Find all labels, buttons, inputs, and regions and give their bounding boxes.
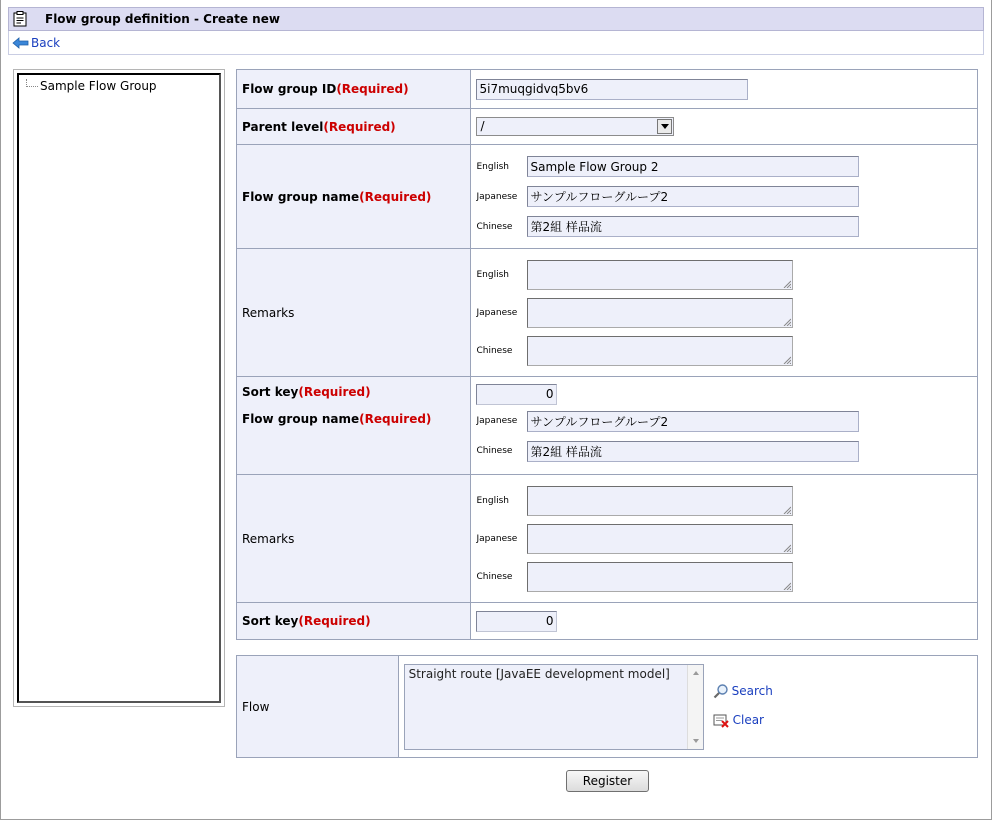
search-label: Search bbox=[731, 683, 773, 698]
back-label: Back bbox=[31, 35, 61, 50]
resize-grip-icon[interactable] bbox=[783, 506, 791, 514]
clear-icon bbox=[713, 712, 730, 728]
flow-group-name-english-input[interactable]: Sample Flow Group 2 bbox=[527, 156, 859, 177]
clipboard-icon bbox=[13, 11, 27, 27]
lang-label-japanese: Japanese bbox=[476, 191, 518, 202]
flow-group-name-japanese-input[interactable]: サンプルフローグループ2 bbox=[527, 186, 859, 207]
lang-label-japanese: Japanese bbox=[476, 416, 518, 426]
tree-panel bbox=[13, 69, 225, 707]
remarks-english-textarea[interactable] bbox=[527, 260, 793, 290]
scroll-up-icon[interactable] bbox=[688, 667, 704, 679]
lang-label-japanese: Japanese bbox=[476, 307, 518, 318]
remarks-chinese-textarea[interactable] bbox=[527, 562, 793, 592]
scroll-down-icon[interactable] bbox=[688, 735, 704, 747]
chevron-down-icon[interactable] bbox=[657, 119, 672, 134]
lang-label-chinese: Chinese bbox=[476, 571, 513, 582]
clear-button[interactable] bbox=[713, 711, 773, 729]
field-cell bbox=[471, 377, 978, 475]
field-label: Sort key(Required) bbox=[237, 603, 471, 640]
field-label: Parent level(Required) bbox=[237, 109, 471, 145]
clear-label: Clear bbox=[732, 712, 764, 727]
sort-key-input[interactable]: 0 bbox=[476, 611, 557, 632]
flow-group-name-chinese-input[interactable]: 第2組 样品流 bbox=[527, 216, 859, 237]
tree-connector bbox=[26, 79, 38, 87]
tree-item-label: Sample Flow Group bbox=[40, 79, 157, 93]
lang-label-english: English bbox=[476, 269, 509, 280]
field-cell bbox=[471, 109, 978, 145]
field-cell bbox=[471, 475, 978, 603]
lang-label-english: English bbox=[476, 161, 509, 172]
lang-label-chinese: Chinese bbox=[476, 446, 513, 456]
resize-grip-icon[interactable] bbox=[783, 582, 791, 590]
parent-level-selected: / bbox=[480, 119, 485, 133]
form-row-flow bbox=[237, 656, 978, 758]
flow-form bbox=[236, 655, 978, 758]
lang-label-chinese: Chinese bbox=[476, 345, 513, 356]
register-button[interactable]: Register bbox=[566, 770, 649, 792]
field-cell bbox=[471, 249, 978, 377]
lang-label-japanese: Japanese bbox=[476, 533, 518, 544]
field-label: Remarks bbox=[237, 249, 471, 377]
field-label: Flow group ID(Required) bbox=[237, 70, 471, 109]
form-row-sort-key-and-name bbox=[237, 377, 978, 475]
flow-group-name-chinese-input[interactable]: 第2組 样品流 bbox=[527, 441, 859, 462]
flow-list[interactable] bbox=[404, 664, 704, 750]
search-button[interactable] bbox=[713, 682, 773, 700]
flow-list-scrollbar[interactable] bbox=[687, 665, 703, 749]
field-cell bbox=[398, 656, 977, 758]
sort-key-label: Sort key(Required) bbox=[242, 385, 371, 399]
form-row-sort-key bbox=[237, 603, 978, 640]
resize-grip-icon[interactable] bbox=[783, 356, 791, 364]
form-row-flow-group-name bbox=[237, 145, 978, 249]
resize-grip-icon[interactable] bbox=[783, 280, 791, 288]
back-arrow-icon bbox=[12, 37, 29, 49]
lang-label-chinese: Chinese bbox=[476, 221, 513, 232]
field-label: Remarks bbox=[237, 475, 471, 603]
back-link[interactable] bbox=[12, 36, 60, 50]
title-bar bbox=[8, 7, 984, 31]
page-title: Flow group definition - Create new bbox=[45, 12, 280, 26]
remarks-japanese-textarea[interactable] bbox=[527, 524, 793, 554]
flow-list-item[interactable]: Straight route [JavaEE development model] bbox=[408, 666, 670, 681]
flow-group-name-label: Flow group name(Required) bbox=[242, 412, 432, 426]
remarks-japanese-textarea[interactable] bbox=[527, 298, 793, 328]
tree-view bbox=[17, 73, 221, 703]
nav-bar bbox=[8, 31, 984, 55]
definition-form bbox=[236, 69, 978, 640]
remarks-english-textarea[interactable] bbox=[527, 486, 793, 516]
sort-key-input[interactable]: 0 bbox=[476, 384, 557, 405]
resize-grip-icon[interactable] bbox=[783, 318, 791, 326]
resize-grip-icon[interactable] bbox=[783, 544, 791, 552]
parent-level-select[interactable] bbox=[476, 117, 674, 136]
magnifier-icon bbox=[713, 683, 729, 699]
form-row-remarks bbox=[237, 475, 978, 603]
field-label: Flow group name(Required) bbox=[237, 145, 471, 249]
form-row-flow-group-id bbox=[237, 70, 978, 109]
tree-item-sample-flow-group[interactable] bbox=[26, 79, 157, 93]
field-label bbox=[237, 377, 471, 475]
field-cell bbox=[471, 70, 978, 109]
flow-group-id-input[interactable]: 5i7muqgidvq5bv6 bbox=[476, 79, 748, 100]
remarks-chinese-textarea[interactable] bbox=[527, 336, 793, 366]
field-label: Flow bbox=[237, 656, 399, 758]
form-row-parent-level bbox=[237, 109, 978, 145]
lang-label-english: English bbox=[476, 495, 509, 506]
field-cell bbox=[471, 603, 978, 640]
field-cell bbox=[471, 145, 978, 249]
form-row-remarks bbox=[237, 249, 978, 377]
flow-group-name-japanese-input[interactable]: サンプルフローグループ2 bbox=[527, 411, 859, 432]
